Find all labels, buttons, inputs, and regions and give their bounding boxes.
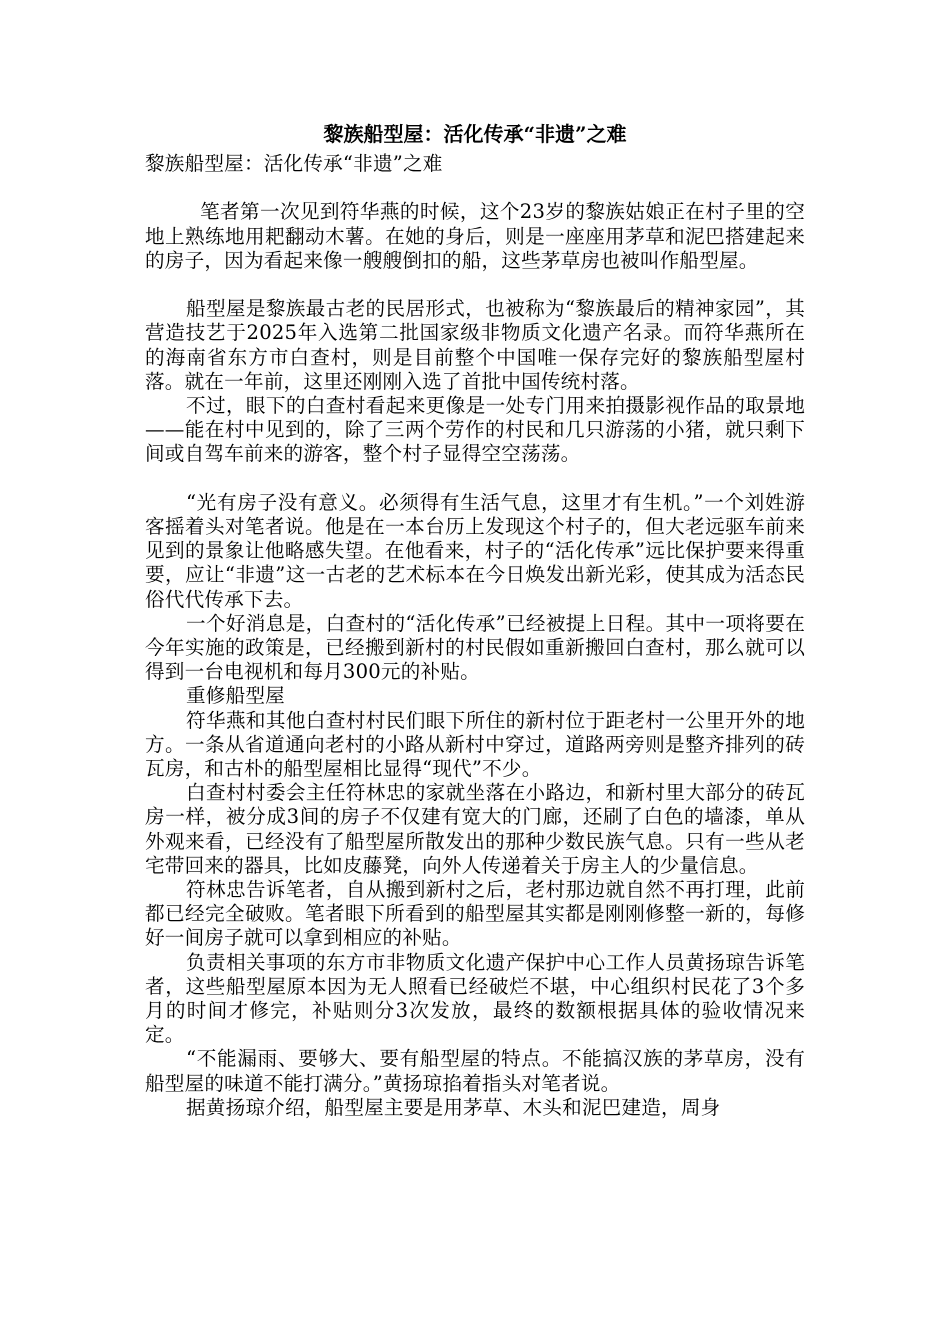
document-title: 黎族船型屋：活化传承“非遗”之难	[323, 122, 627, 146]
paragraph: 符华燕和其他白查村村民们眼下所住的新村位于距老村一公里开外的地方。一条从省道通向老村的小路从新村中穿过，道路两旁则是整齐排列的砖瓦房，和古朴的船型屋相比显得“现代”不少。	[145, 708, 805, 781]
paragraph: 笔者第一次见到符华燕的时候，这个23岁的黎族姑娘正在村子里的空地上熟练地用耙翻动木薯。在她的身后，则是一座座用茅草和泥巴搭建起来的房子，因为看起来像一艘艘倒扣的船，这些茅草房也被叫作船型屋。	[145, 200, 805, 272]
document-subtitle: 黎族船型屋：活化传承“非遗”之难	[145, 152, 443, 175]
paragraph: “不能漏雨、要够大、要有船型屋的特点。不能搞汉族的茅草房，没有船型屋的味道不能打满分。”黄扬琼掐着指头对笔者说。	[145, 1047, 805, 1095]
paragraph: 负责相关事项的东方市非物质文化遗产保护中心工作人员黄扬琼告诉笔者，这些船型屋原本因为无人照看已经破烂不堪，中心组织村民花了3个多月的时间才修完，补贴则分3次发放，最终的数额根据具体的验收情况来定。	[145, 950, 805, 1047]
blank-line	[145, 467, 805, 491]
paragraph: 船型屋是黎族最古老的民居形式，也被称为“黎族最后的精神家园”，其营造技艺于2025年入选第二批国家级非物质文化遗产名录。而符华燕所在的海南省东方市白查村，则是目前整个中国唯一保存完好的黎族船型屋村落。就在一年前，这里还刚刚入选了首批中国传统村落。	[145, 297, 805, 393]
blank-line	[145, 273, 805, 297]
section-heading: 重修船型屋	[186, 684, 285, 708]
paragraph: 据黄扬琼介绍，船型屋主要是用茅草、木头和泥巴建造，周身	[186, 1095, 721, 1119]
paragraph: 不过，眼下的白查村看起来更像是一处专门用来拍摄影视作品的取景地——能在村中见到的，除了三两个劳作的村民和几只游荡的小猪，就只剩下间或自驾车前来的游客，整个村子显得空空荡荡。	[145, 394, 805, 466]
paragraph: 一个好消息是，白查村的“活化传承”已经被提上日程。其中一项将要在今年实施的政策是，已经搬到新村的村民假如重新搬回白查村，那么就可以得到一台电视机和每月300元的补贴。	[145, 611, 805, 684]
blank-line	[145, 176, 805, 200]
paragraph: “光有房子没有意义。必须得有生活气息，这里才有生机。”一个刘姓游客摇着头对笔者说。他是在一本台历上发现这个村子的，但大老远驱车前来见到的景象让他略感失望。在他看来，村子的“活化传承”远比保护要来得重要，应让“非遗”这一古老的艺术标本在今日焕发出新光彩，使其成为活态民俗代代传承下去。	[145, 490, 805, 611]
paragraph: 白查村村委会主任符林忠的家就坐落在小路边，和新村里大部分的砖瓦房一样，被分成3间的房子不仅建有宽大的门廊，还刷了白色的墙漆，单从外观来看，已经没有了船型屋所散发出的那种少数民族气息。只有一些从老宅带回来的器具，比如皮藤凳，向外人传递着关于房主人的少量信息。	[145, 781, 805, 877]
document-page	[145, 118, 805, 1120]
paragraph: 符林忠告诉笔者，自从搬到新村之后，老村那边就自然不再打理，此前都已经完全破败。笔者眼下所看到的船型屋其实都是刚刚修整一新的，每修好一间房子就可以拿到相应的补贴。	[145, 878, 805, 950]
